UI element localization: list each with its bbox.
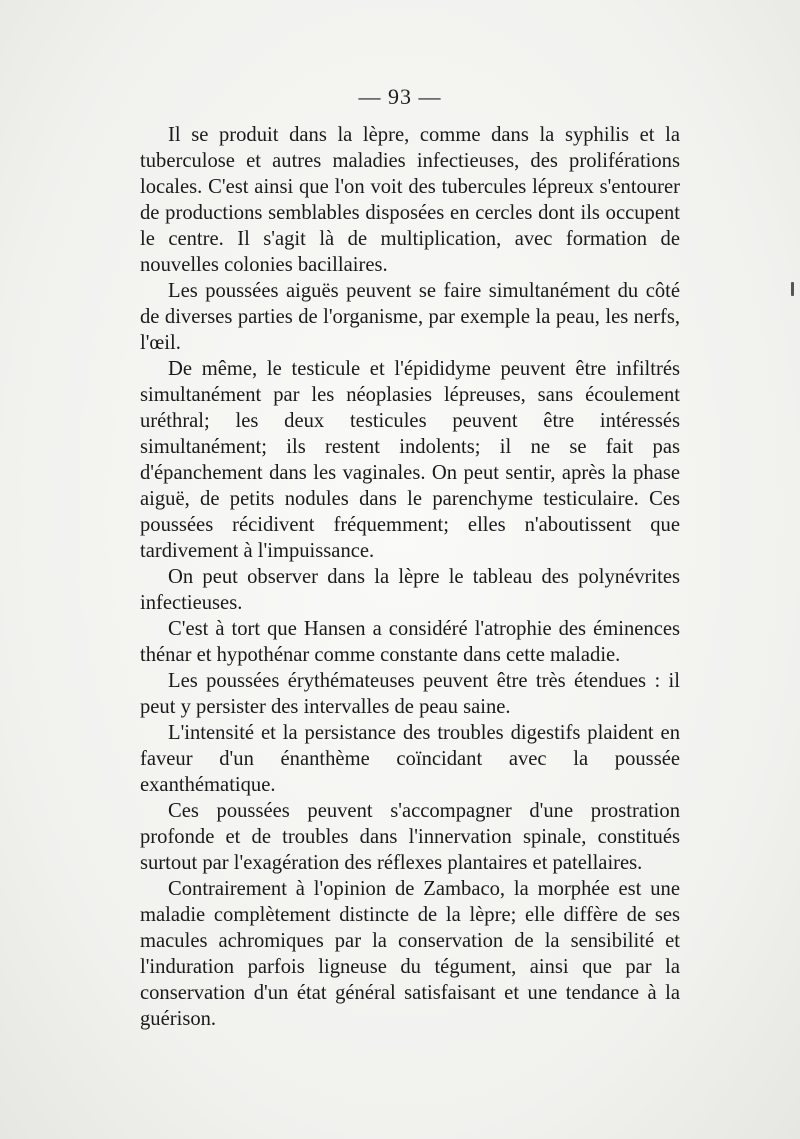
margin-mark xyxy=(791,282,794,296)
paragraph-prostration: Ces poussées peuvent s'accompagner d'une prostration profonde et de troubles dans l'innervation spinale, constitués surtout par l'exagération des réflexes plantaires et patellaires. xyxy=(140,800,680,874)
paragraph-proliferations: Il se produit dans la lèpre, comme dans la syphilis et la tuberculose et autres maladies infectieuses, des proliférations locales. C'est ainsi que l'on voit des tubercules lépreux s'entourer de productions semblables disposées en cercles dont ils occupent le centre. Il s'agit là de multiplication, avec formation de nouvelles colonies bacillaires. xyxy=(140,124,680,276)
paragraph-hansen: C'est à tort que Hansen a considéré l'atrophie des éminences thénar et hypothénar comme constante dans cette maladie. xyxy=(140,618,680,666)
paragraph-digestive: L'intensité et la persistance des troubles digestifs plaident en faveur d'un énanthème coïncidant avec la poussée exanthématique. xyxy=(140,722,680,796)
paragraph-testicle: De même, le testicule et l'épididyme peuvent être infiltrés simultanément par les néoplasies lépreuses, sans écoulement uréthral; les deux testicules peuvent être intéressés simultanément; ils restent indolents; il ne se fait pas d'épanchement dans les vaginales. On peut sentir, après la phase aiguë, de petits nodules dans le parenchyme testiculaire. Ces poussées récidivent fréquemment; elles n'aboutissent que tardivement à l'impuissance. xyxy=(140,358,680,562)
paragraph-polyneuritis: On peut observer dans la lèpre le tableau des polynévrites infectieuses. xyxy=(140,566,680,614)
paragraph-morphea: Contrairement à l'opinion de Zambaco, la morphée est une maladie complètement distincte de la lèpre; elle diffère de ses macules achromiques par la conservation de la sensibilité et l'induration parfois ligneuse du tégument, ainsi que par la conservation d'un état général satisfaisant et une tendance à la guérison. xyxy=(140,878,680,1030)
page-number: — 93 — xyxy=(358,84,442,109)
paragraph-acute-outbreaks: Les poussées aiguës peuvent se faire simultanément du côté de diverses parties de l'organisme, par exemple la peau, les nerfs, l'œil. xyxy=(140,280,680,354)
paragraph-erythematous: Les poussées érythémateuses peuvent être très étendues : il peut y persister des intervalles de peau saine. xyxy=(140,670,680,718)
body-text xyxy=(140,122,680,1032)
